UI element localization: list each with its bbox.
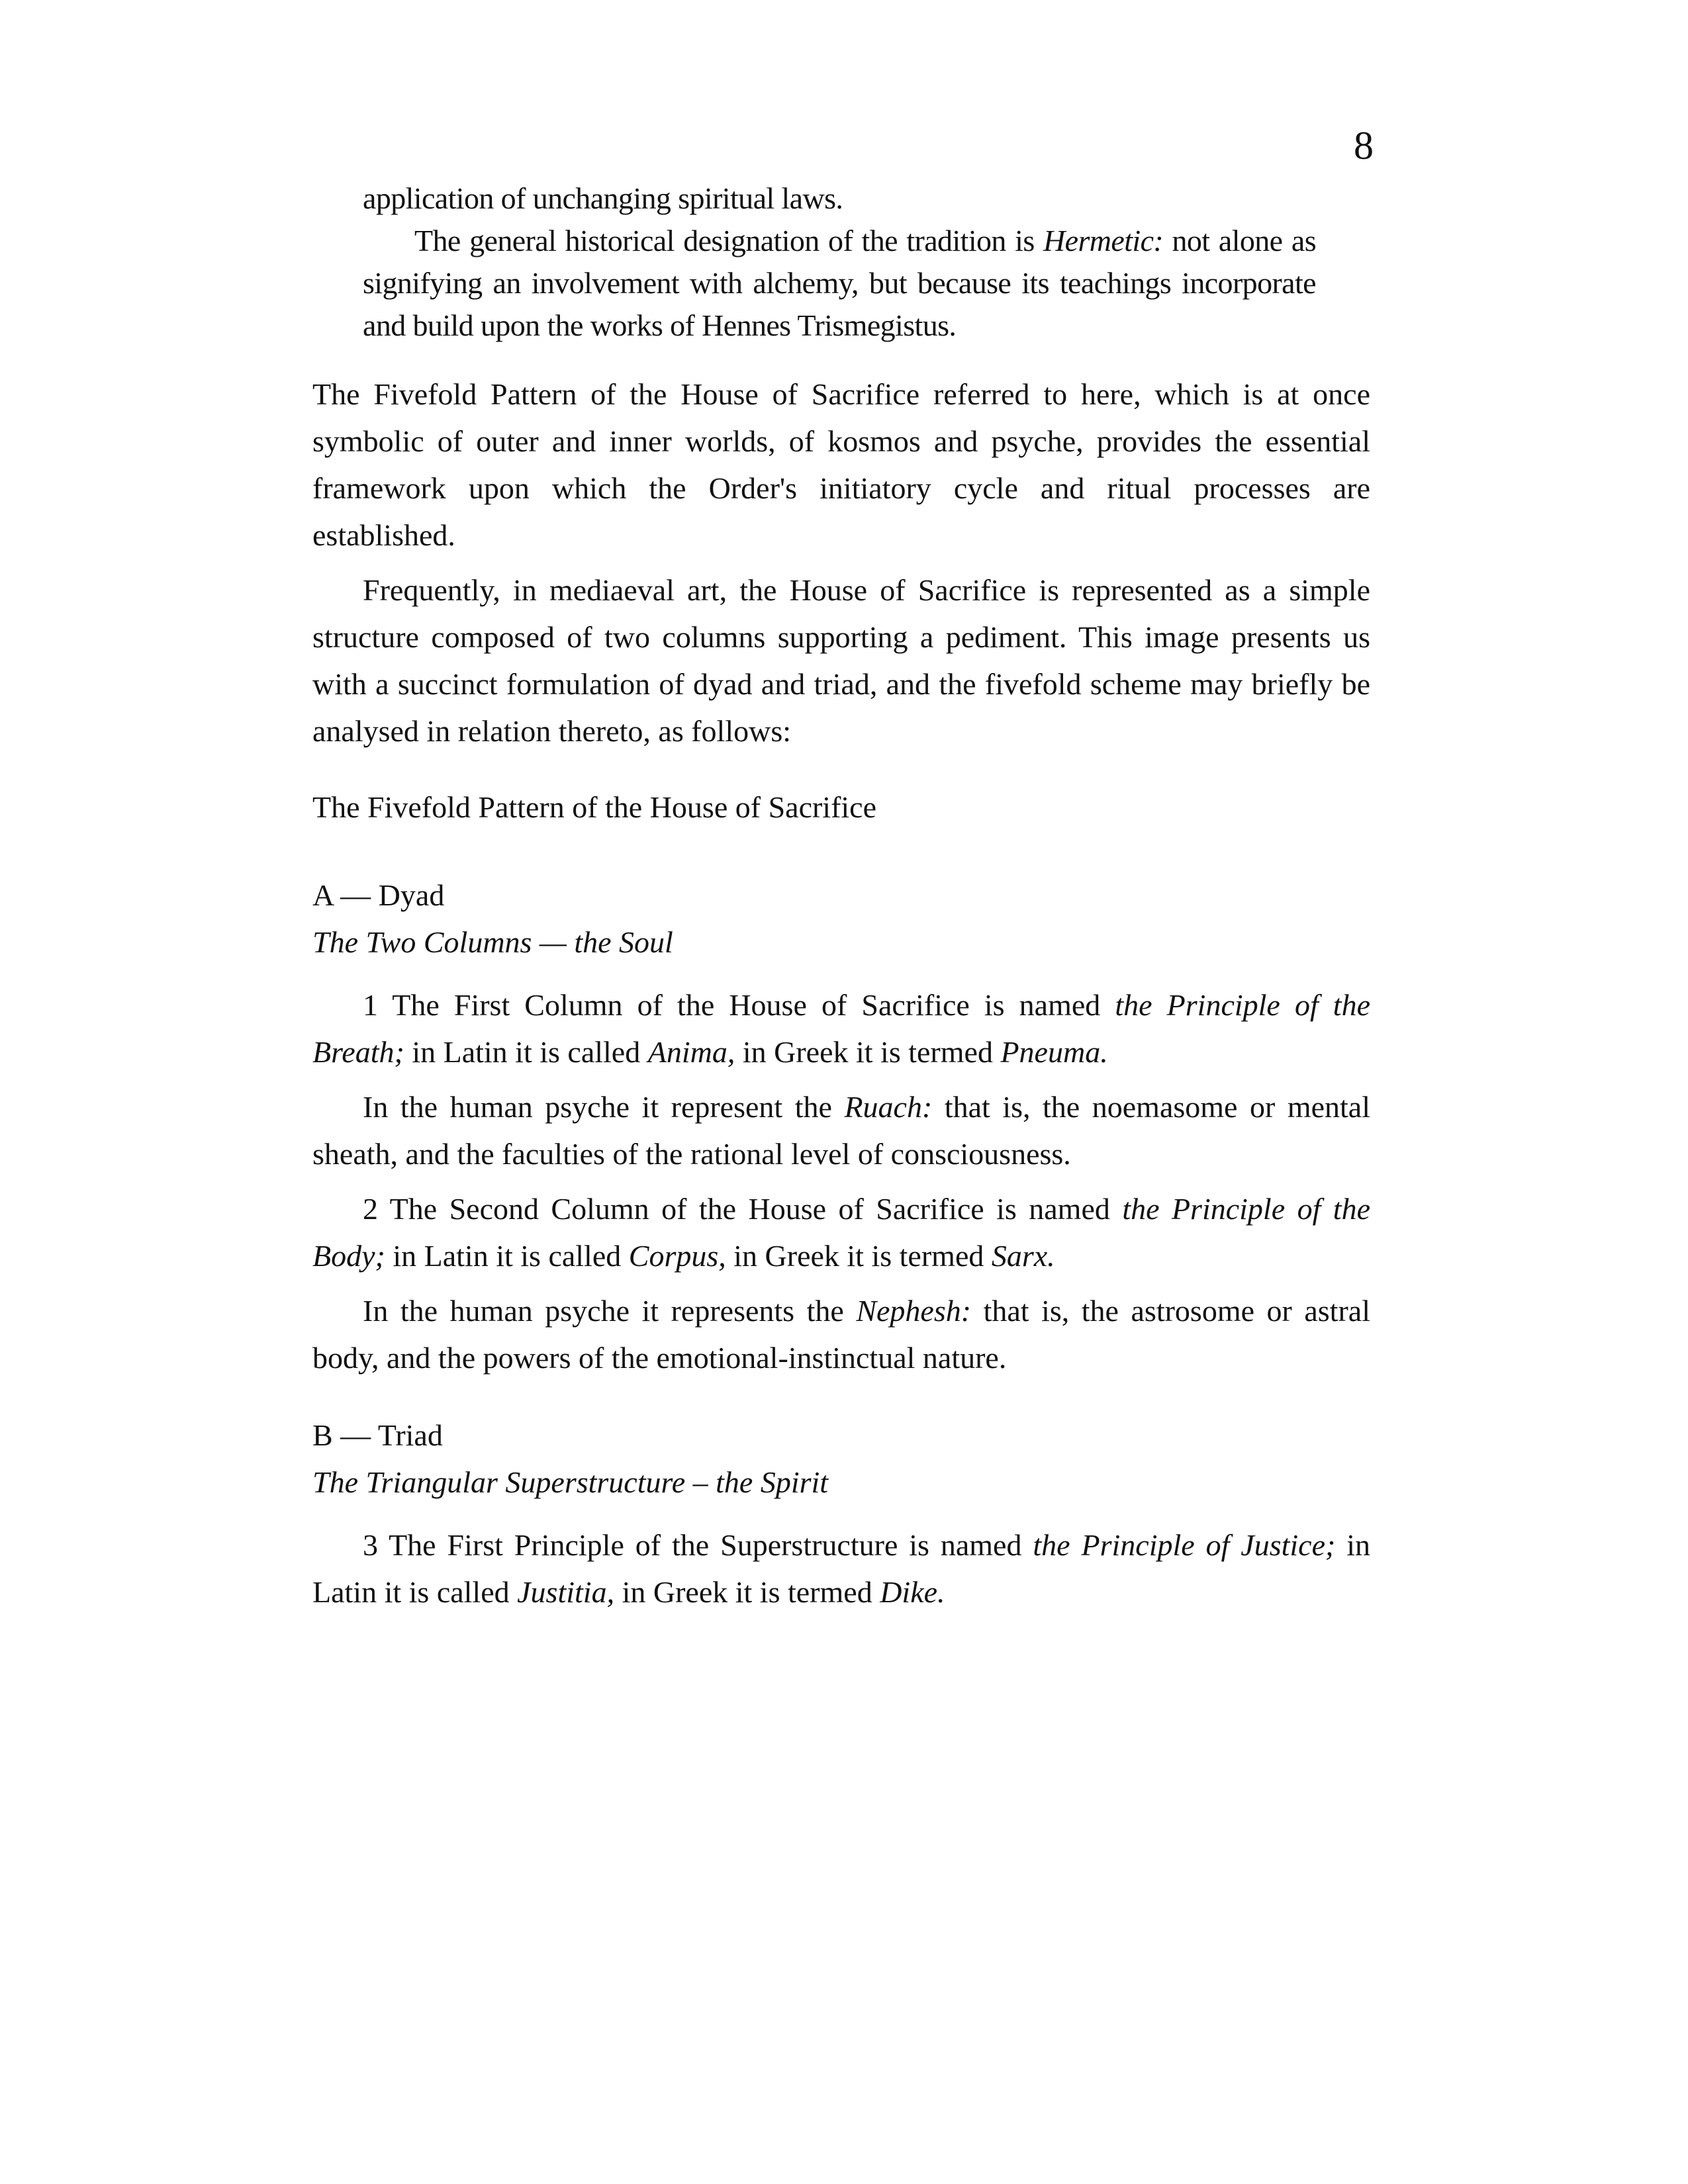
text-run: that is, the noemasome or mental sheath, and the faculties of the rational level of consciousness. (312, 1090, 1371, 1171)
quote-line: application of unchanging spiritual laws. (363, 181, 843, 215)
text-run: In the human psyche it represent the (363, 1090, 845, 1124)
text-run: that is, the astrosome or astral body, and the powers of the emotional-instinctual nature. (312, 1294, 1370, 1375)
italic-term: Anima, (647, 1035, 735, 1069)
text-run: in Latin it is called (312, 1528, 1371, 1609)
intro-paragraph-2: Frequently, in mediaeval art, the House of Sacrifice is represented as a simple structure composed of two columns supporting a pediment. This image presents us with a succinct formulation of dyad and triad, and the fivefold scheme may briefly be analysed in relation thereto, as follows: (312, 573, 1370, 748)
intro-paragraph-1: The Fivefold Pattern of the House of Sacrifice referred to here, which is at once symbolic of outer and inner worlds, of kosmos and psyche, provides the essential framework upon which the Order's initiatory cycle and ritual processes are established. (312, 377, 1370, 552)
dyad-subheading: The Two Columns — the Soul (312, 925, 673, 959)
italic-term: the Principle of Justice; (1033, 1528, 1336, 1562)
text-run: in Greek it is termed (614, 1575, 880, 1609)
section-title: The Fivefold Pattern of the House of Sacrifice (312, 790, 877, 824)
italic-term: Dike. (880, 1575, 945, 1609)
text-run: In the human psyche it represents the (363, 1294, 857, 1328)
text-run: in Latin it is called (404, 1035, 648, 1069)
ruach-paragraph (312, 1083, 1370, 1177)
text-run: 1 The First Column of the House of Sacrifice is named (363, 988, 1115, 1022)
italic-term: the Principle of the Breath; (312, 988, 1371, 1069)
triad-subheading: The Triangular Superstructure – the Spirit (312, 1465, 829, 1499)
dyad-heading: A — Dyad (312, 878, 445, 912)
nephesh-paragraph (312, 1287, 1370, 1381)
first-column-paragraph (312, 981, 1370, 1075)
text-run: in Latin it is called (385, 1239, 629, 1273)
justice-paragraph (312, 1522, 1370, 1615)
italic-term: Hermetic: (1043, 224, 1164, 257)
text-run: The general historical designation of the tradition is (414, 224, 1044, 257)
italic-term: Pneuma. (1000, 1035, 1108, 1069)
italic-term: Ruach: (844, 1090, 933, 1124)
text-run: 3 The First Principle of the Superstructure is named (363, 1528, 1033, 1562)
italic-term: the Principle of the Body; (312, 1192, 1370, 1273)
italic-term: Corpus, (628, 1239, 726, 1273)
text-run: not alone as signifying an involvement with alchemy, but because its teachings incorporate and build upon the works of Hennes Trismegistus. (363, 224, 1316, 342)
text-run: in Greek it is termed (726, 1239, 992, 1273)
italic-term: Nephesh: (856, 1294, 972, 1328)
main-text (312, 371, 1370, 1623)
text-run: in Greek it is termed (735, 1035, 1001, 1069)
text-run: 2 The Second Column of the House of Sacrifice is named (363, 1192, 1123, 1226)
triad-heading: B — Triad (312, 1418, 443, 1452)
italic-term: Sarx. (991, 1239, 1055, 1273)
second-column-paragraph (312, 1185, 1370, 1279)
quote-paragraph (363, 220, 1316, 347)
block-quote (363, 177, 1316, 347)
page-number: 8 (1354, 124, 1374, 167)
italic-term: Justitia, (517, 1575, 615, 1609)
